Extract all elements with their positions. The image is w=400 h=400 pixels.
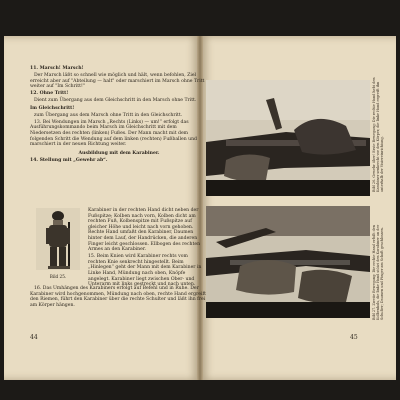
caption-bottom-photo: Bild 27. Zweite Bewegung: Die rechte Hand erfaßt den Kolbenhals, die linke Hand stützt den Karabiner an der Schulter; Daumen und Finger am Schaft geschlossen.: [372, 224, 384, 320]
figure-side-paragraph: 15. Beim Knien wird Karabiner rechts vom rechten Knie senkrecht hingestellt. Beim „Hinlegen“ geht der Mann mit dem Karabiner in Linke Hand, Mündung nach oben, Knöpfe angelegt. Karabiner liegt zwischen Ober- und Unterarm mit links gestreckt und nach unten.: [88, 254, 202, 288]
left-page-bottom-text: [30, 286, 208, 310]
figure-soldier: [32, 208, 84, 282]
left-paragraph: Im Gleichschritt!: [30, 105, 75, 111]
rifle-photo-top: [206, 80, 370, 196]
figure-side-paragraph: Karabiner in der rechten Hand dicht neben der Fußspitze; Kolben nach vorn, Kolben dicht am rechten Fuß, Kolbenspitze mit Fußspitze auf gleicher Höhe und leicht nach vorn gehoben. Rechte Hand umfaßt den Karabiner, Daumen hinter dem Lauf, der Handrücken, die anderen Finger leicht geschlossen. Ellbogen des rechten Armes an den Karabiner.: [88, 208, 201, 253]
soldier-photo: [36, 208, 80, 270]
figure-side-text: [88, 208, 206, 289]
left-paragraph: Dient zum Übergang aus dem Gleichschritt in den Marsch ohne Tritt.: [34, 98, 197, 104]
left-paragraph: zum Übergang aus dem Marsch ohne Tritt in den Gleichschritt.: [34, 112, 183, 118]
left-paragraph: Der Marsch läßt so schnell wie möglich und hält, wenn befohlen, Ziel erreicht aber auf "Abteilung — halt" oder marschiert im Marsch ohne Tritt weiter auf "Im Schritt!": [30, 73, 205, 90]
bottom-paragraph: 16. Das Umhängen des Karabiners erfolgt auf Befehl und in Ruhe. Der Karabiner wird hochgenommen, Mündung nach oben, rechte Hand ergreift den Riemen, führt den Karabiner über die rechte Schulter und läßt ihn frei am Körper hängen.: [30, 286, 207, 308]
figure-caption: Bild 25.: [49, 274, 67, 279]
left-paragraph: 12. Ohne Tritt!: [30, 91, 69, 97]
left-paragraph: 11. Marsch! Marsch!: [30, 66, 84, 71]
left-paragraph: Ausbildung mit dem Karabiner.: [78, 150, 160, 156]
rifle-photo-bottom: [206, 206, 370, 318]
left-paragraph: 13. Bei Wendungen im Marsch „Rechts (Links) — um!“ erfolgt das Ausführungskommando beim Marsch im Gleichschritt mit dem Niedersetzen des rechten (linken) Fußes. Der Mann macht mit dem folgenden Schritt die Wendung auf dem linken (rechten) Fußballen und marschiert in der neuen Richtung weiter.: [30, 119, 197, 148]
page-number-left: 44: [30, 334, 38, 341]
page-number-right: 45: [350, 334, 358, 341]
left-paragraph: 14. Stellung mit „Gewehr ab“.: [30, 158, 108, 164]
left-page-text: [30, 66, 208, 165]
caption-top-photo: Bild 26. Gewehr über! Erste Bewegung: Die rechte Hand hebt den Karabiner senkrecht vor den Körper, die linke Hand ergreift ihn unterhalb der Visiereinrichtung.: [372, 77, 384, 192]
